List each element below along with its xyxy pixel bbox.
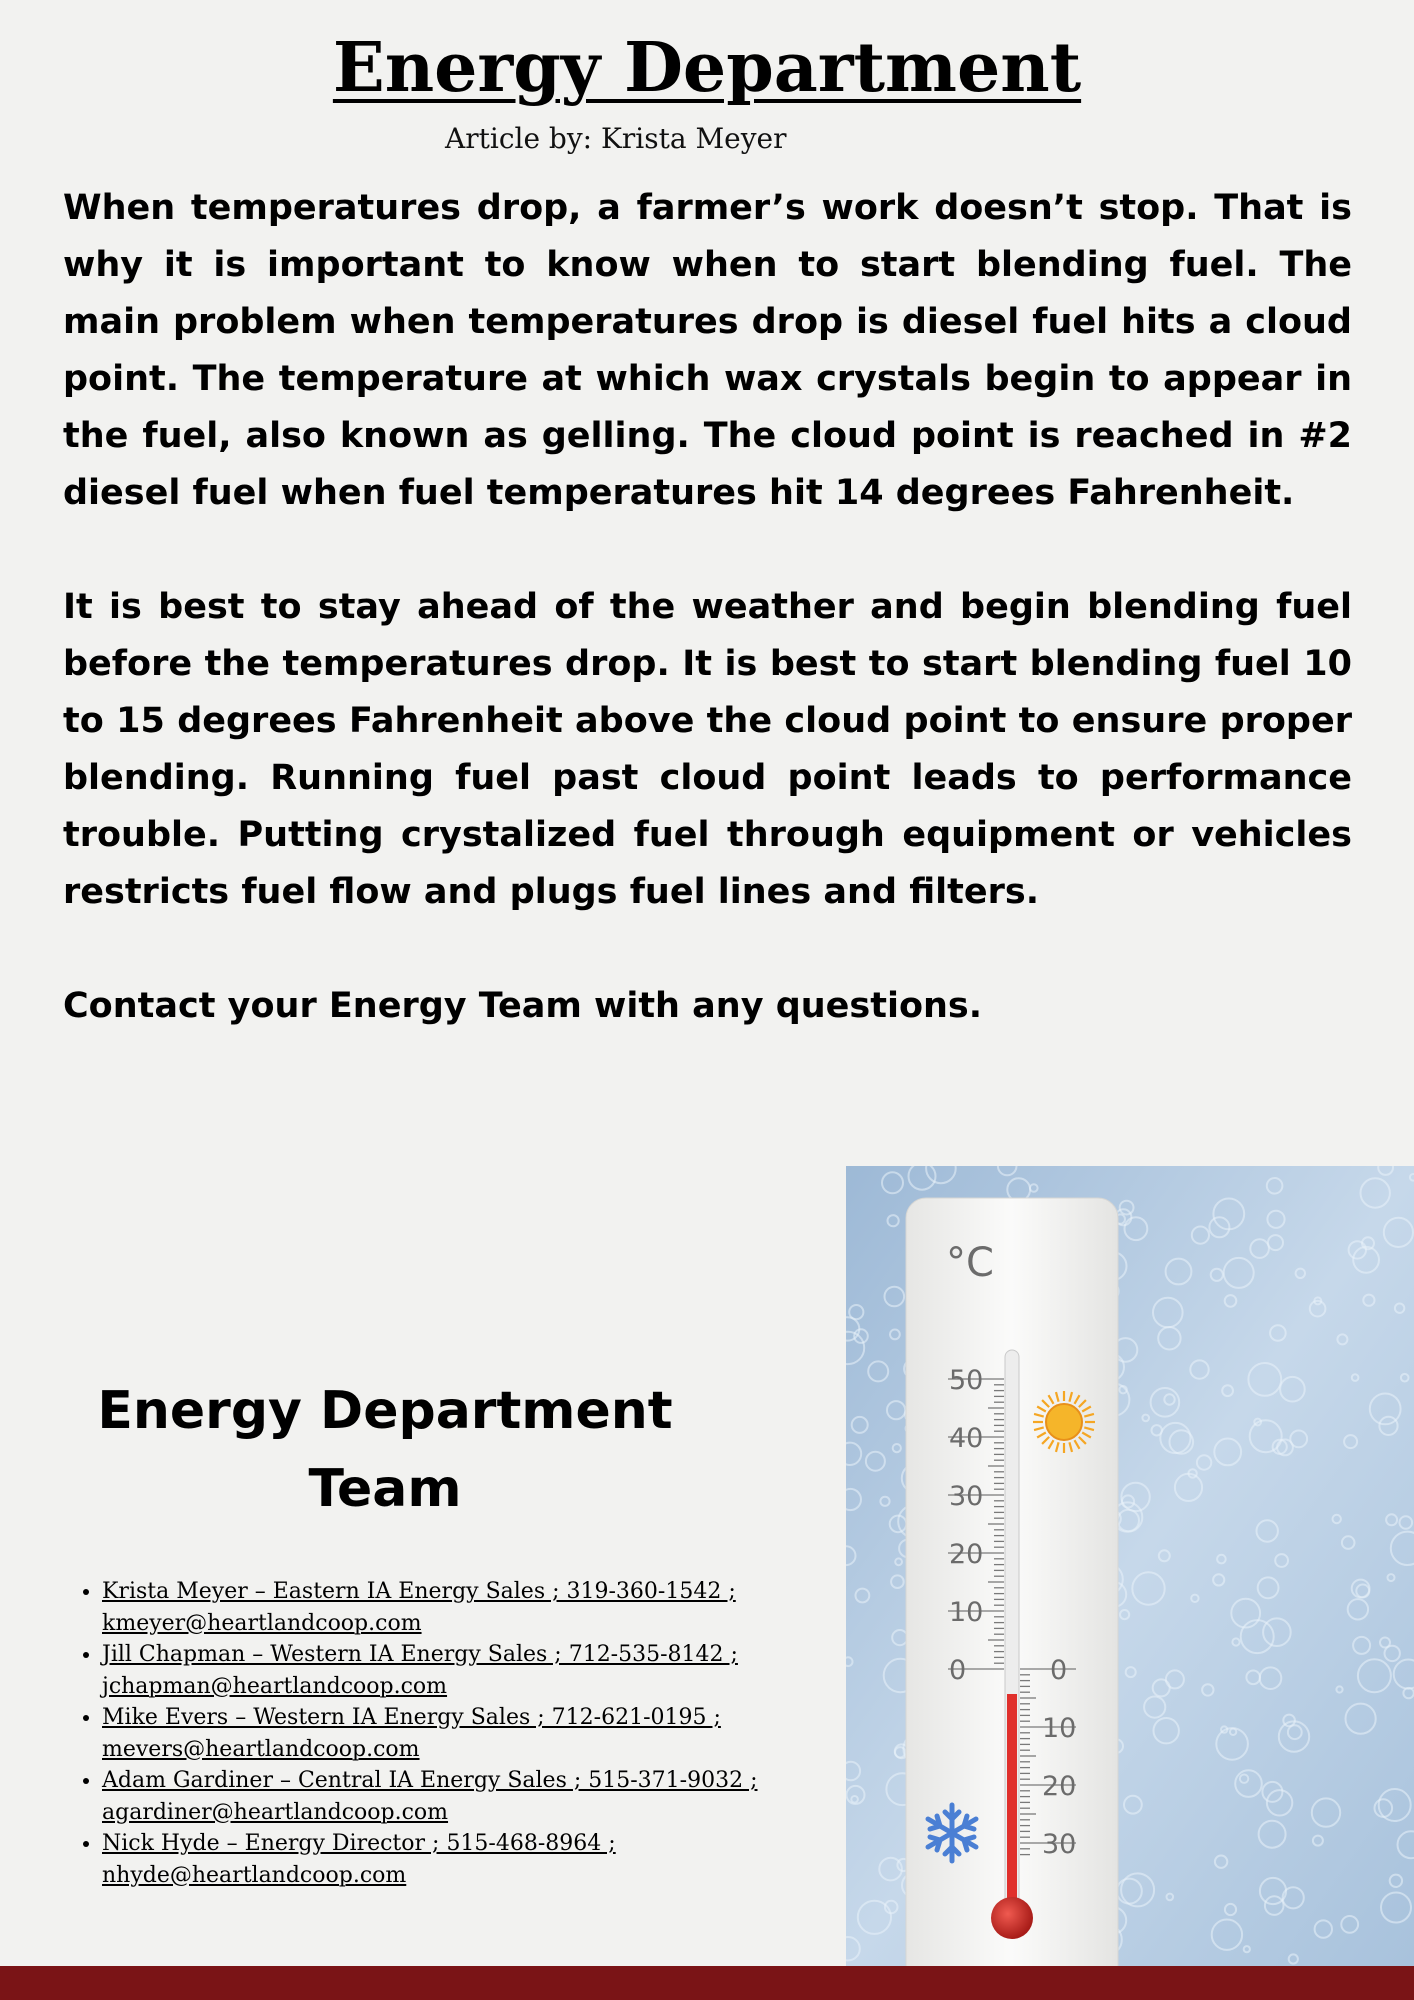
mercury-column bbox=[1007, 1694, 1017, 1924]
team-member-link[interactable]: • Mike Evers – Western IA Energy Sales ; 712-621-0195 ; mevers@heartlandcoop.com bbox=[102, 1702, 852, 1765]
lower-tick-label: 0 bbox=[1050, 1655, 1068, 1686]
page-title: Energy Department bbox=[332, 28, 1082, 108]
sun-icon bbox=[1033, 1391, 1095, 1453]
article-body bbox=[63, 180, 1352, 1035]
thermometer-bulb bbox=[991, 1897, 1033, 1939]
upper-tick-label: 20 bbox=[949, 1539, 984, 1570]
celsius-unit-label: °C bbox=[946, 1240, 994, 1286]
upper-tick-label: 50 bbox=[949, 1365, 984, 1396]
thermometer-on-ice-photo bbox=[846, 1166, 1414, 1966]
team-member-link[interactable]: • Nick Hyde – Energy Director ; 515-468-8964 ; nhyde@heartlandcoop.com bbox=[102, 1828, 852, 1891]
article-paragraph: When temperatures drop, a farmer’s work doesn’t stop. That is why it is important to know when to start blending fuel. The main problem when temperatures drop is diesel fuel hits a cloud point. The temperature at which wax crystals begin to appear in the fuel, also known as gelling. The cloud point is reached in #2 diesel fuel when fuel temperatures hit 14 degrees Fahrenheit. bbox=[63, 188, 1352, 513]
article-paragraph: Contact your Energy Team with any questions. bbox=[63, 986, 983, 1026]
upper-tick-label: 40 bbox=[949, 1423, 984, 1454]
upper-tick-label: 10 bbox=[949, 1597, 984, 1628]
team-member-list bbox=[60, 1576, 852, 1891]
article-paragraph: It is best to stay ahead of the weather and begin blending fuel before the temperatures drop. It is best to start blending fuel 10 to 15 degrees Fahrenheit above the cloud point to ensure proper blending. Running fuel past cloud point leads to performance trouble. Putting crystalized fuel through equipment or vehicles restricts fuel flow and plugs fuel lines and filters. bbox=[63, 587, 1352, 912]
team-title-line: Team bbox=[308, 1459, 462, 1519]
team-member-link[interactable]: • Adam Gardiner – Central IA Energy Sales ; 515-371-9032 ; agardiner@heartlandcoop.com bbox=[102, 1765, 852, 1828]
footer-bar bbox=[0, 1966, 1414, 2000]
article-byline: Article by: Krista Meyer bbox=[445, 122, 787, 155]
lower-tick-label: 20 bbox=[1042, 1771, 1077, 1802]
thermometer-illustration bbox=[846, 1166, 1414, 1966]
upper-tick-label: 30 bbox=[949, 1481, 984, 1512]
team-title-line: Energy Department bbox=[97, 1381, 673, 1441]
lower-tick-label: 10 bbox=[1042, 1713, 1077, 1744]
team-member-link[interactable]: • Krista Meyer – Eastern IA Energy Sales ; 319-360-1542 ; kmeyer@heartlandcoop.com bbox=[102, 1576, 852, 1639]
upper-tick-label: 0 bbox=[949, 1655, 967, 1686]
team-member-link[interactable]: • Jill Chapman – Western IA Energy Sales ; 712-535-8142 ; jchapman@heartlandcoop.com bbox=[102, 1639, 852, 1702]
team-section-title bbox=[40, 1372, 730, 1528]
lower-tick-label: 30 bbox=[1042, 1829, 1077, 1860]
